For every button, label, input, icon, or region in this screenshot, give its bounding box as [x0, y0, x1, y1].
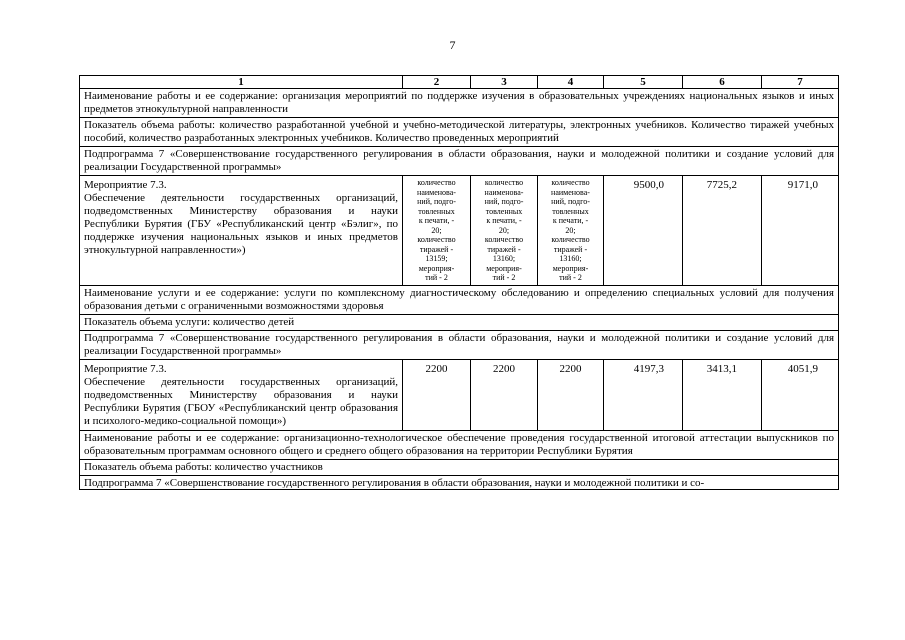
work-name-cell: Наименование работы и ее содержание: организационно-технологическое обеспечение проведения государственной итоговой аттестации выпускников по образовательным программам основного общего и среднего общего образования на территории Республики Бурятия — [80, 430, 839, 459]
work-indicator-cell: Показатель объема работы: количество разработанной учебной и учебно-методической литературы, электронных учебников. Количество тиражей учебных пособий, количество разработанных электронных учебников. Количество проведенных мероприятий — [80, 118, 839, 147]
work-indicator-row — [80, 459, 839, 475]
header-cell-6: 6 — [683, 76, 762, 89]
page-number: 7 — [449, 38, 456, 52]
measure-value-col7: 9171,0 — [762, 176, 839, 286]
subprogram-text-cut: Подпрограмма 7 «Совершенствование государственного регулирования в области образования, науки и молодежной политики и со- — [84, 476, 705, 488]
subprogram-cell: Подпрограмма 7 «Совершенствование государственного регулирования в области образования, науки и молодежной политики и создание условий для реализации Государственной программы» — [80, 147, 839, 176]
measure-value-col5: 4197,3 — [604, 359, 683, 430]
measure-value-col7: 4051,9 — [762, 359, 839, 430]
measure-indicator-col3: количество наименова- ний, подго- товленных к печати, - 20; количество тиражей - 13160; мероприя- тий - 2 — [471, 176, 538, 286]
header-row — [80, 76, 839, 89]
header-cell-1: 1 — [80, 76, 403, 89]
work-name-cell: Наименование работы и ее содержание: организация мероприятий по поддержке изучения в образовательных учреждениях национальных языков и иных предметов этнокультурной направленности — [80, 89, 839, 118]
header-cell-3: 3 — [471, 76, 538, 89]
measure-value-col2: 2200 — [403, 359, 471, 430]
measure-description: Мероприятие 7.3. Обеспечение деятельности государственных организаций, подведомственных Министерству образования и науки Республики Бурятия (ГБОУ «Республиканский центр образования и психолого-медико-социальной помощи») — [80, 359, 403, 430]
subprogram-row — [80, 330, 839, 359]
work-indicator-row — [80, 118, 839, 147]
header-cell-5: 5 — [604, 76, 683, 89]
measure-value-col5: 9500,0 — [604, 176, 683, 286]
subprogram-cell: Подпрограмма 7 «Совершенствование государственного регулирования в области образования, науки и молодежной политики и создание условий для реализации Государственной программы» — [80, 330, 839, 359]
measure-value-col6: 3413,1 — [683, 359, 762, 430]
measure-value-col4: 2200 — [538, 359, 604, 430]
header-cell-7: 7 — [762, 76, 839, 89]
work-indicator-cell: Показатель объема работы: количество участников — [80, 459, 839, 475]
service-indicator-row — [80, 314, 839, 330]
measure-indicator-col4: количество наименова- ний, подго- товленных к печати, - 20; количество тиражей - 13160; мероприя- тий - 2 — [538, 176, 604, 286]
work-name-row — [80, 430, 839, 459]
measure-indicator-col2: количество наименова- ний, подго- товленных к печати, - 20; количество тиражей - 13159; мероприя- тий - 2 — [403, 176, 471, 286]
service-indicator-cell: Показатель объема услуги: количество детей — [80, 314, 839, 330]
measure-description: Мероприятие 7.3. Обеспечение деятельности государственных организаций, подведомственных Министерству образования и науки Республики Бурятия (ГБУ «Республиканский центр «Бэлиг», по поддержке изучения национальных языков и иных предметов этнокультурной направленности») — [80, 176, 403, 286]
service-name-row — [80, 285, 839, 314]
measure-row — [80, 176, 839, 286]
measure-value-col6: 7725,2 — [683, 176, 762, 286]
service-name-cell: Наименование услуги и ее содержание: услуги по комплексному диагностическому обследованию и определению специальных условий для получения образования детьми с ограниченными возможностями здоровья — [80, 285, 839, 314]
program-table — [79, 75, 839, 490]
subprogram-cell-cut — [80, 475, 839, 489]
measure-value-col3: 2200 — [471, 359, 538, 430]
header-cell-2: 2 — [403, 76, 471, 89]
header-cell-4: 4 — [538, 76, 604, 89]
measure-row — [80, 359, 839, 430]
work-name-row — [80, 89, 839, 118]
subprogram-row — [80, 147, 839, 176]
subprogram-row-cut — [80, 475, 839, 489]
